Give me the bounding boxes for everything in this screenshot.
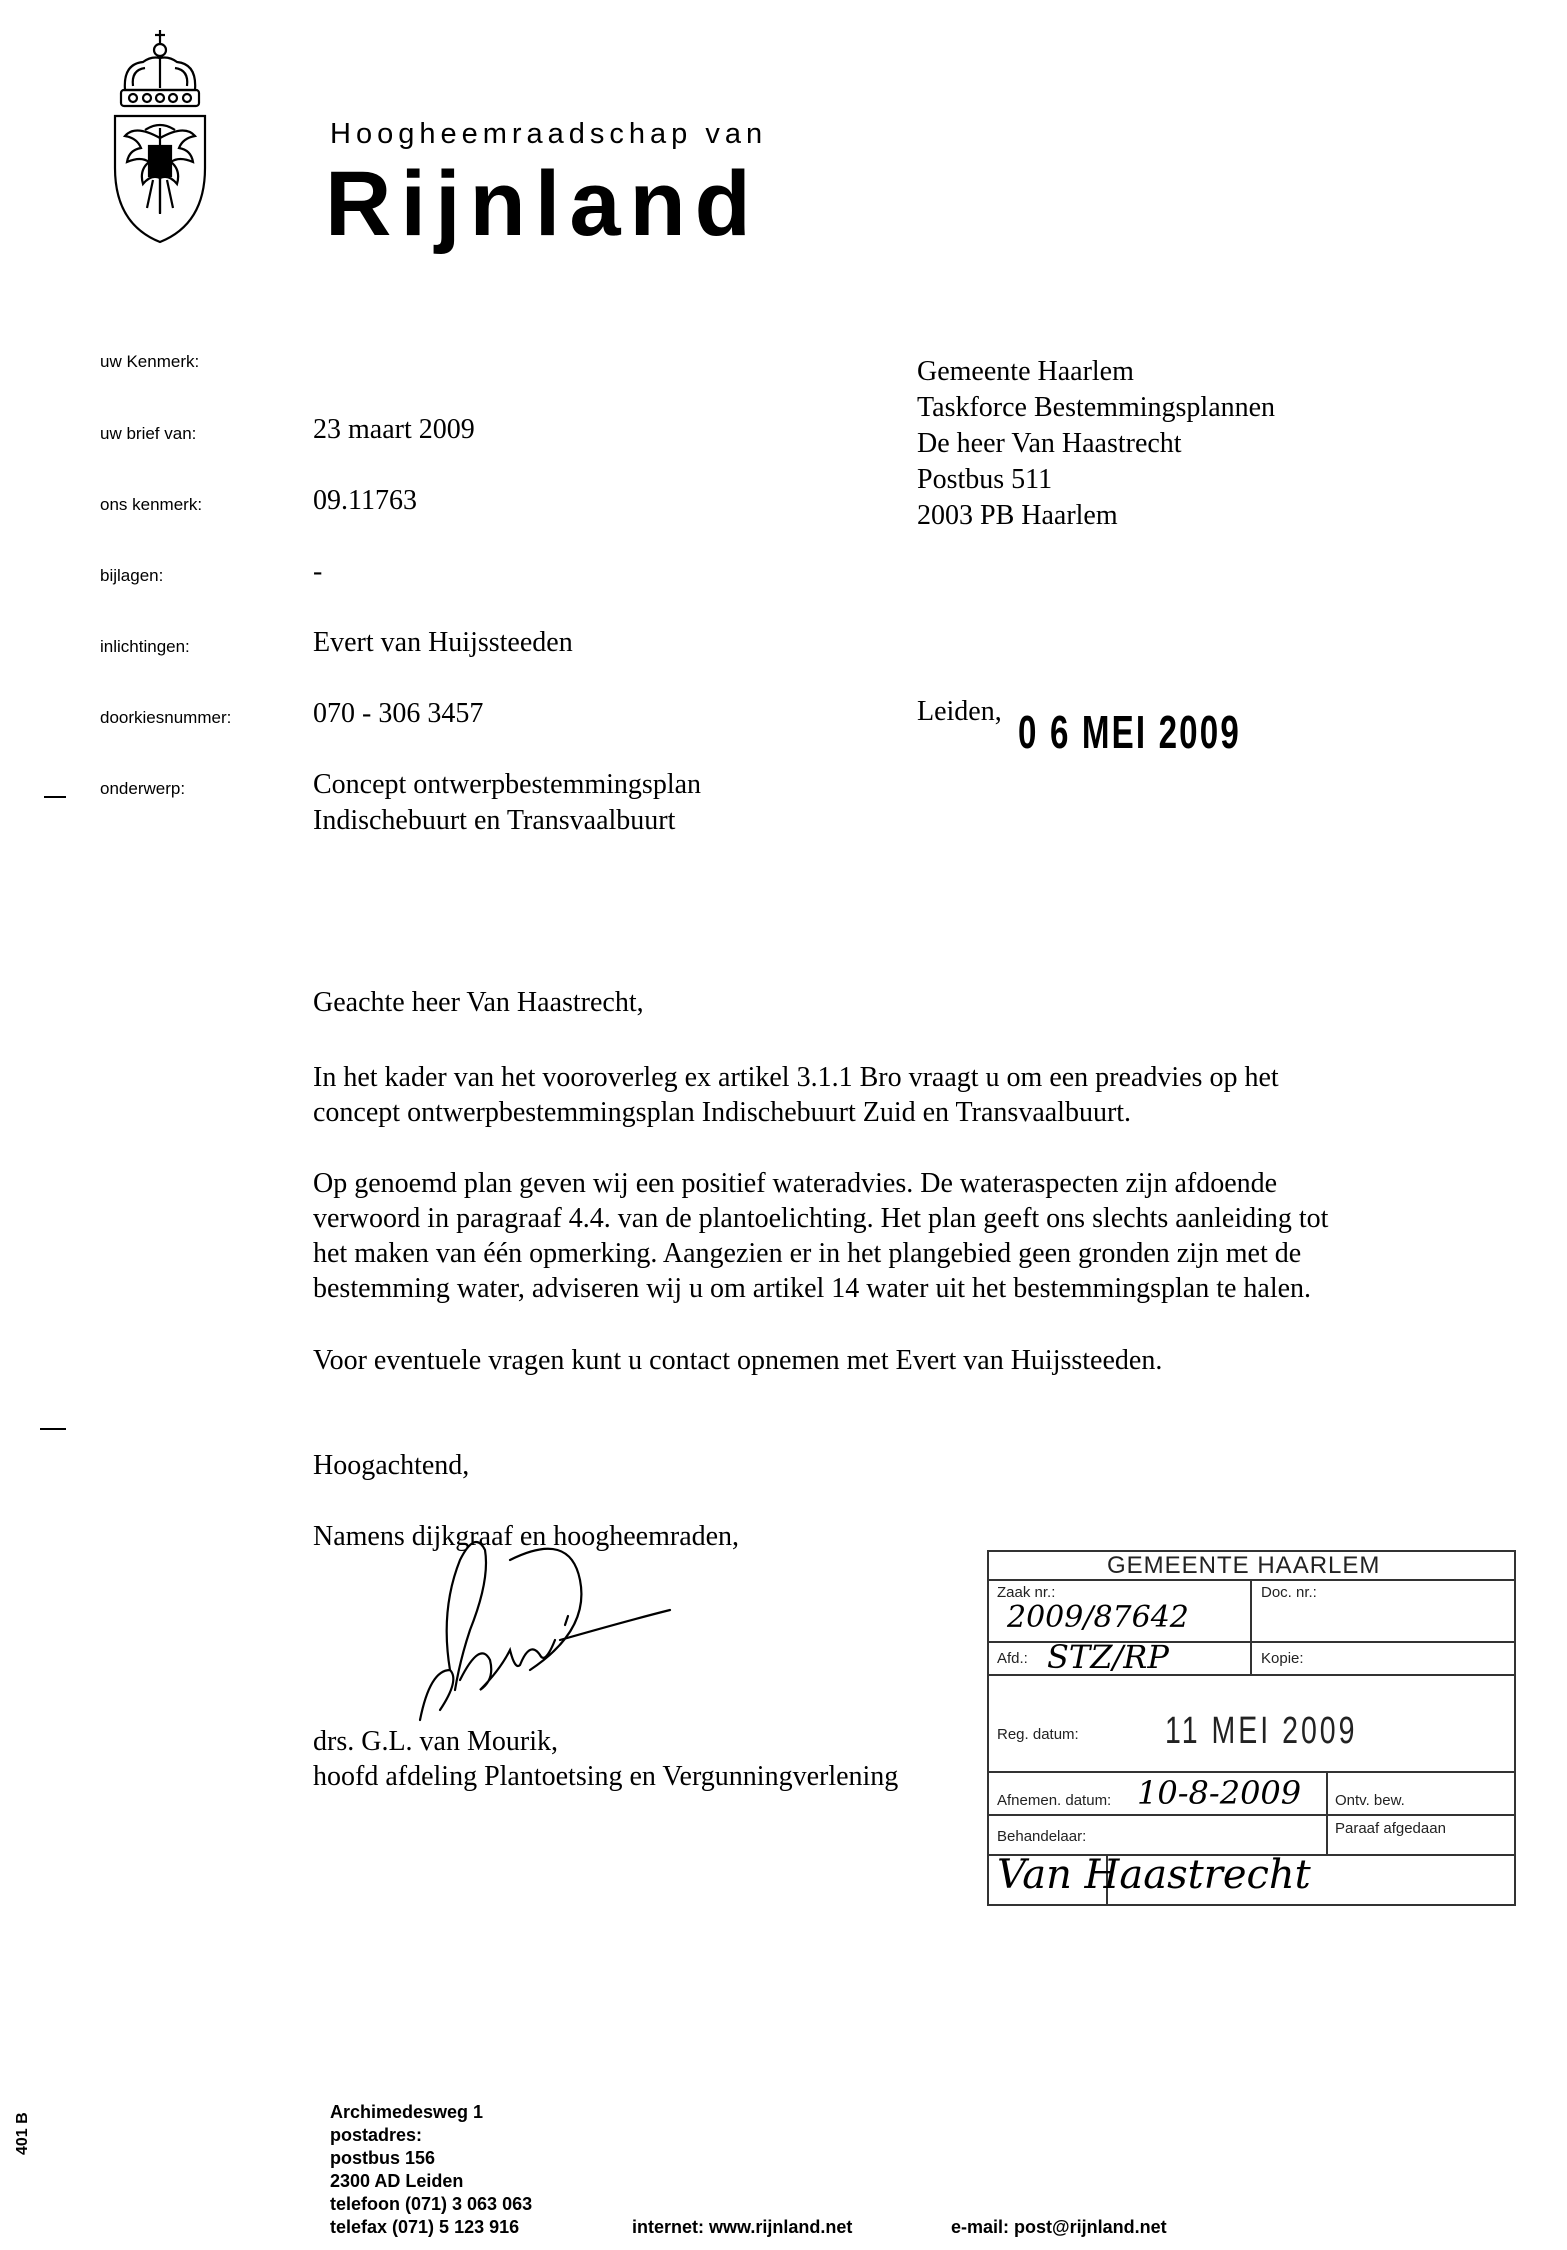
signatory-name: drs. G.L. van Mourik, [313, 1726, 558, 1757]
footer-address-block [330, 2101, 532, 2239]
addressee-line: Postbus 511 [917, 464, 1053, 495]
signatory-title: hoofd afdeling Plantoetsing en Vergunningverlening [313, 1761, 899, 1792]
ref-label-bijlagen: bijlagen: [100, 566, 164, 585]
footer-address-line: postbus 156 [330, 2148, 436, 2168]
stamp-afd-value: STZ/RP [1047, 1638, 1169, 1676]
ref-value-inlichtingen: Evert van Huijssteeden [313, 627, 573, 658]
footer-address-line: telefax (071) 5 123 916 [330, 2217, 520, 2237]
footer-address-line: postadres: [330, 2125, 423, 2145]
rijnland-coat-of-arms-logo [105, 28, 215, 246]
paragraph-1-line: In het kader van het vooroverleg ex artikel 3.1.1 Bro vraagt u om een preadvies op het [313, 1062, 1279, 1093]
paragraph-3: Voor eventuele vragen kunt u contact opnemen met Evert van Huijssteeden. [313, 1345, 1163, 1376]
ref-value-onderwerp: Concept ontwerpbestemmingsplan [313, 769, 702, 800]
footer-address-line: 2300 AD Leiden [330, 2171, 464, 2191]
addressee-line: Taskforce Bestemmingsplannen [917, 392, 1276, 423]
stamp-zaak-value: 2009/87642 [1007, 1600, 1189, 1635]
stamp-zaak-label: Zaak nr.: [997, 1584, 1056, 1601]
form-code: 401 B [14, 2112, 31, 2155]
organization-prefix: Hoogheemraadschap van [330, 118, 768, 150]
stamp-afd-label: Afd.: [997, 1650, 1028, 1667]
fold-mark [40, 1428, 66, 1430]
ref-value-doorkiesnummer: 070 - 306 3457 [313, 698, 484, 729]
ref-value-onderwerp-line2: Indischebuurt en Transvaalbuurt [313, 805, 676, 836]
stamp-reg-value: 11 MEI 2009 [1165, 1710, 1358, 1752]
stamp-title: GEMEENTE HAARLEM [1107, 1552, 1381, 1579]
ref-label-uw-brief-van: uw brief van: [100, 424, 197, 443]
ref-label-ons-kenmerk: ons kenmerk: [100, 495, 203, 514]
paragraph-2-line: Op genoemd plan geven wij een positief wateradvies. De wateraspecten zijn afdoende [313, 1168, 1278, 1199]
stamp-kopie-label: Kopie: [1261, 1650, 1304, 1667]
ref-label-doorkiesnummer: doorkiesnummer: [100, 708, 232, 727]
stamp-behandelaar-value: Van Haastrecht [997, 1852, 1311, 1898]
footer-internet: internet: www.rijnland.net [632, 2217, 853, 2237]
ref-label-inlichtingen: inlichtingen: [100, 637, 190, 656]
stamp-doc-label: Doc. nr.: [1261, 1584, 1317, 1601]
paragraph-2-line: verwoord in paragraaf 4.4. van de plantoelichting. Het plan geeft ons slechts aanleiding tot [313, 1203, 1329, 1234]
footer-address-line: telefoon (071) 3 063 063 [330, 2194, 533, 2214]
date-stamp: 0 6 MEI 2009 [1018, 706, 1241, 758]
paragraph-1-line: concept ontwerpbestemmingsplan Indischebuurt Zuid en Transvaalbuurt. [313, 1097, 1132, 1128]
stamp-reg-label: Reg. datum: [997, 1726, 1079, 1743]
paragraph-2-line: het maken van één opmerking. Aangezien er in het plangebied geen gronden zijn met de [313, 1238, 1302, 1269]
addressee-line: 2003 PB Haarlem [917, 500, 1118, 531]
stamp-behandelaar-label: Behandelaar: [997, 1828, 1087, 1845]
handwritten-signature [380, 1520, 680, 1750]
footer-address-line: Archimedesweg 1 [330, 2102, 484, 2122]
stamp-paraaf-label: Paraaf afgedaan [1335, 1820, 1446, 1837]
addressee-block [917, 354, 1275, 534]
addressee-line: Gemeente Haarlem [917, 356, 1134, 387]
ref-value-bijlagen: - [313, 556, 323, 587]
municipal-receipt-stamp [987, 1550, 1517, 1906]
ref-value-uw-brief-van: 23 maart 2009 [313, 414, 475, 445]
organization-name: Rijnland [325, 153, 760, 255]
stamp-ontv-label: Ontv. bew. [1335, 1792, 1405, 1809]
date-place: Leiden, [917, 696, 1002, 727]
on-behalf-line: Namens dijkgraaf en hoogheemraden, [313, 1521, 740, 1552]
stamp-afnemen-label: Afnemen. datum: [997, 1792, 1112, 1809]
paragraph-2-line: bestemming water, adviseren wij u om artikel 14 water uit het bestemmingsplan te halen. [313, 1273, 1312, 1304]
stamp-afnemen-value: 10-8-2009 [1137, 1774, 1302, 1812]
fold-mark [44, 796, 66, 798]
closing: Hoogachtend, [313, 1450, 470, 1481]
footer-email: e-mail: post@rijnland.net [951, 2217, 1167, 2237]
ref-value-ons-kenmerk: 09.11763 [313, 485, 417, 516]
salutation: Geachte heer Van Haastrecht, [313, 987, 644, 1018]
addressee-line: De heer Van Haastrecht [917, 428, 1182, 459]
ref-label-onderwerp: onderwerp: [100, 779, 186, 798]
ref-label-uw-kenmerk: uw Kenmerk: [100, 352, 200, 371]
